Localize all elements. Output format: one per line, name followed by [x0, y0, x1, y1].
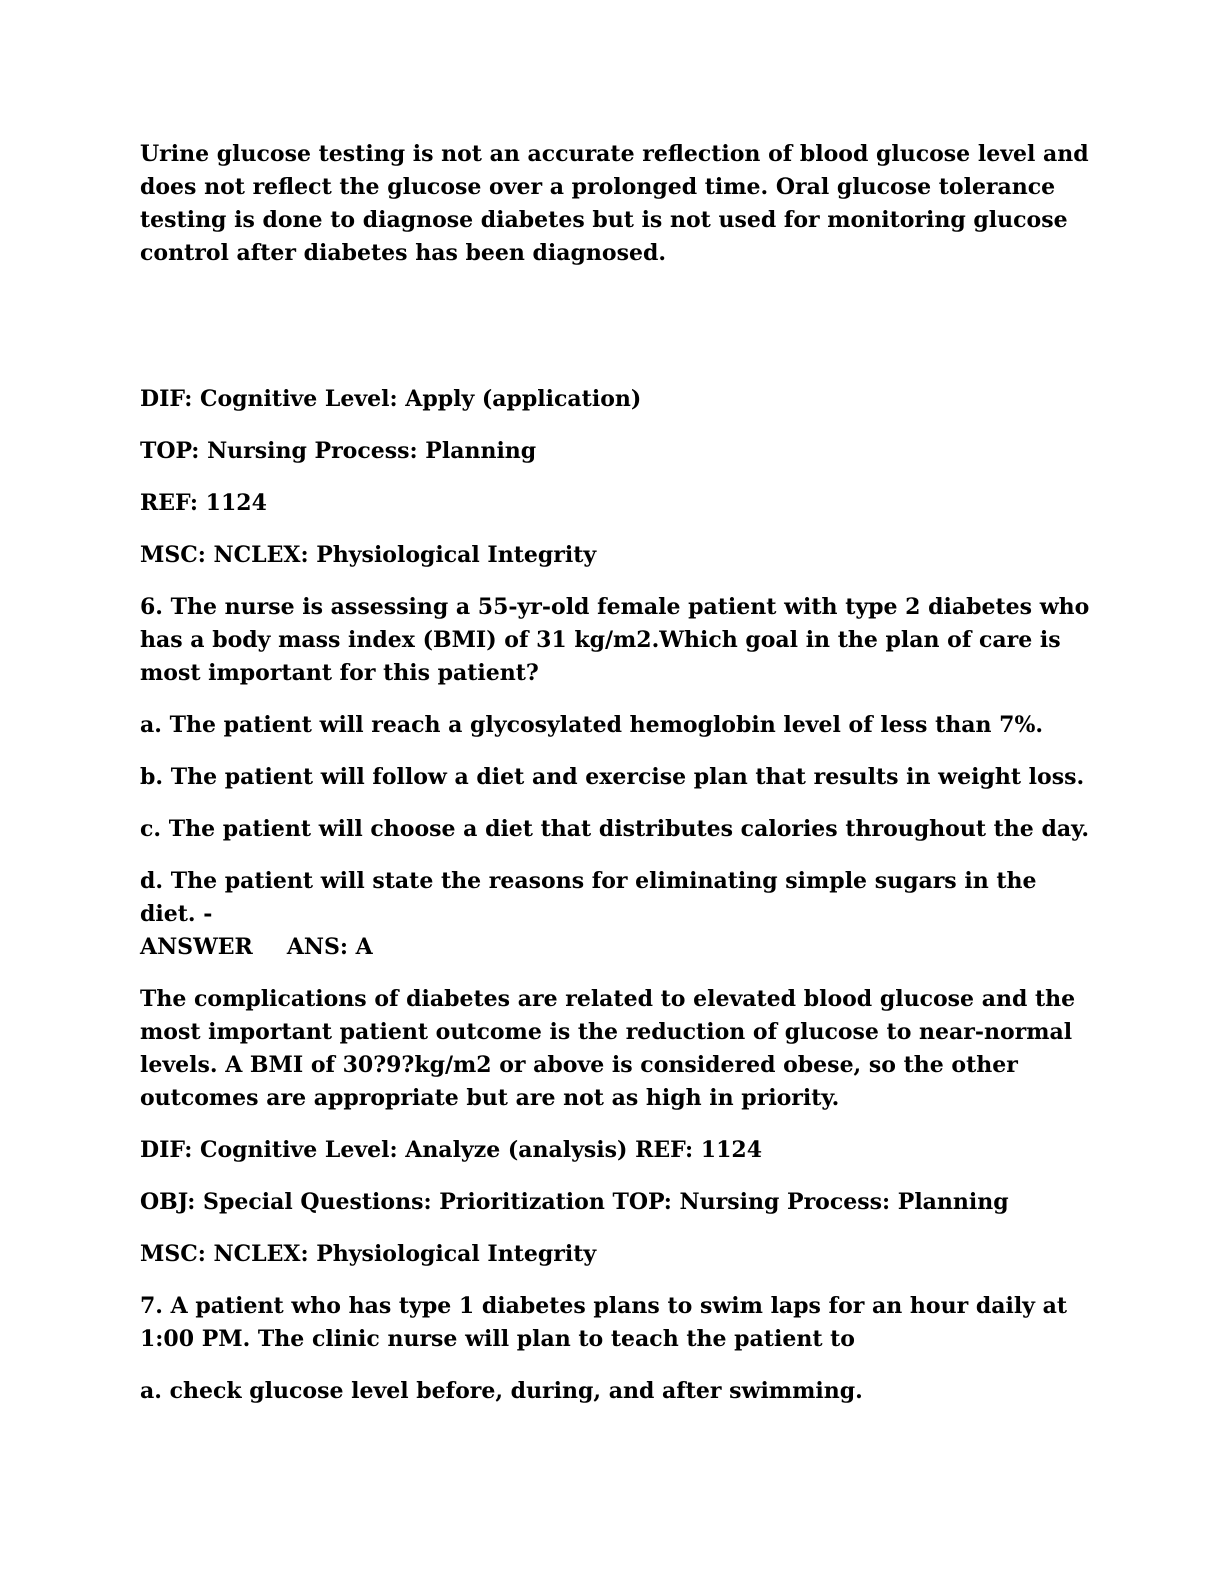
q6-dif-ref-line: DIF: Cognitive Level: Analyze (analysis) REF: 1124	[140, 1137, 763, 1163]
q6-obj-top-line: OBJ: Special Questions: Prioritization TOP: Nursing Process: Planning	[140, 1189, 1009, 1215]
q5-dif-line: DIF: Cognitive Level: Apply (application)	[140, 386, 642, 412]
q6-option-d-text: d. The patient will state the reasons for eliminating simple sugars in the diet. -	[140, 868, 1037, 927]
q5-ref-line: REF: 1124	[140, 490, 267, 516]
answer-value: ANS: A	[286, 934, 373, 960]
q6-option-d	[140, 865, 1090, 964]
q6-stem: 6. The nurse is assessing a 55-yr-old female patient with type 2 diabetes who has a body mass index (BMI) of 31 kg/m2.Which goal in the plan of care is most important for this patient?	[140, 594, 1090, 686]
q6-rationale: The complications of diabetes are related to elevated blood glucose and the most important patient outcome is the reduction of glucose to near-normal levels. A BMI of 30?9?kg/m2 or above is considered obese, so the other outcomes are appropriate but are not as high in priority.	[140, 986, 1076, 1111]
q5-top-line: TOP: Nursing Process: Planning	[140, 438, 537, 464]
q6-msc-line: MSC: NCLEX: Physiological Integrity	[140, 1241, 597, 1267]
q6-option-c: c. The patient will choose a diet that distributes calories throughout the day.	[140, 816, 1090, 842]
q6-option-b: b. The patient will follow a diet and exercise plan that results in weight loss.	[140, 764, 1085, 790]
q6-option-a: a. The patient will reach a glycosylated hemoglobin level of less than 7%.	[140, 712, 1044, 738]
document-page	[140, 138, 1090, 1408]
intro-rationale-paragraph: Urine glucose testing is not an accurate reflection of blood glucose level and does not reflect the glucose over a prolonged time. Oral glucose tolerance testing is done to diagnose diabetes but is not used for monitoring glucose control after diabetes has been diagnosed.	[140, 141, 1089, 266]
q5-msc-line: MSC: NCLEX: Physiological Integrity	[140, 542, 597, 568]
q7-stem: 7. A patient who has type 1 diabetes plans to swim laps for an hour daily at 1:00 PM. The clinic nurse will plan to teach the patient to	[140, 1293, 1068, 1352]
answer-label: ANSWER	[140, 934, 253, 960]
q7-option-a: a. check glucose level before, during, and after swimming.	[140, 1378, 863, 1404]
